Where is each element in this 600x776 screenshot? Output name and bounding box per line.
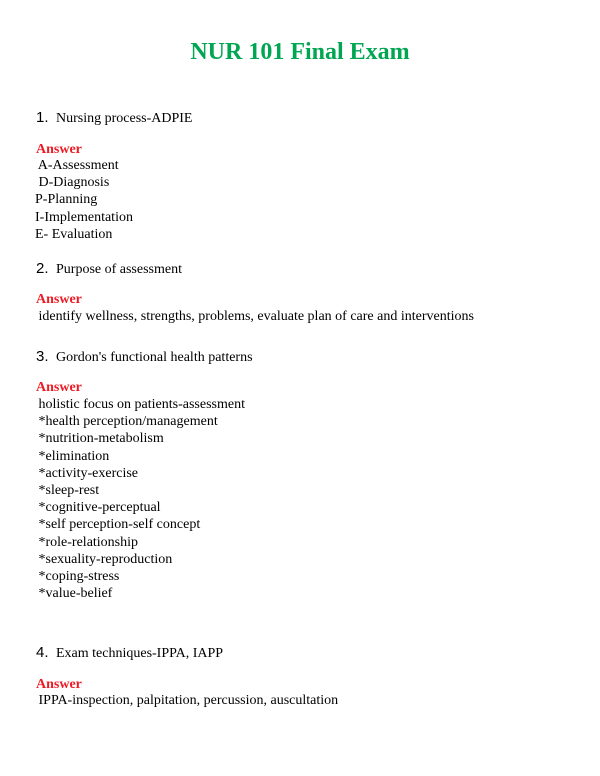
answer-line: A-Assessment	[35, 158, 119, 173]
answer-line: D-Diagnosis	[35, 175, 110, 191]
answer-label: Answer	[36, 677, 82, 692]
question-number: 4.	[36, 644, 49, 661]
answer-line: *coping-stress	[35, 569, 120, 585]
answer-label: Answer	[36, 380, 82, 395]
question-1	[36, 109, 192, 128]
answer-line: E- Evaluation	[35, 226, 113, 242]
question-number: 2.	[36, 260, 49, 277]
answer-line: I-Implementation	[35, 209, 133, 225]
answer-line: *cognitive-perceptual	[35, 500, 161, 516]
question-text: Exam techniques-IPPA, IAPP	[56, 646, 224, 661]
answer-3	[35, 396, 245, 602]
answer-line: *health perception/management	[35, 414, 218, 430]
answer-4	[35, 692, 338, 709]
question-number: 3.	[36, 348, 49, 365]
answer-line: P-Planning	[35, 192, 98, 208]
answer-line: *role-relationship	[35, 534, 139, 550]
answer-line: *value-belief	[35, 586, 113, 602]
question-text: Nursing process-ADPIE	[56, 111, 193, 126]
question-number: 1.	[36, 109, 49, 126]
answer-line: *elimination	[35, 448, 110, 464]
answer-1	[35, 157, 133, 243]
question-text: Gordon's functional health patterns	[56, 350, 253, 365]
question-3	[36, 348, 253, 367]
answer-line: *sleep-rest	[35, 483, 100, 499]
exam-title: NUR 101 Final Exam	[190, 39, 410, 65]
answer-line: IPPA-inspection, palpitation, percussion, auscultation	[35, 693, 339, 708]
answer-label: Answer	[36, 292, 82, 307]
answer-2	[35, 308, 474, 325]
answer-line: *nutrition-metabolism	[35, 431, 164, 447]
answer-line: *sexuality-reproduction	[35, 551, 173, 567]
answer-label: Answer	[36, 142, 82, 157]
answer-line: *activity-exercise	[35, 465, 139, 481]
question-2	[36, 260, 182, 279]
question-text: Purpose of assessment	[56, 262, 182, 277]
answer-line: identify wellness, strengths, problems, evaluate plan of care and interventions	[35, 309, 474, 324]
question-4	[36, 644, 223, 663]
answer-line: *self perception-self concept	[35, 517, 201, 533]
answer-line: holistic focus on patients-assessment	[35, 397, 245, 412]
